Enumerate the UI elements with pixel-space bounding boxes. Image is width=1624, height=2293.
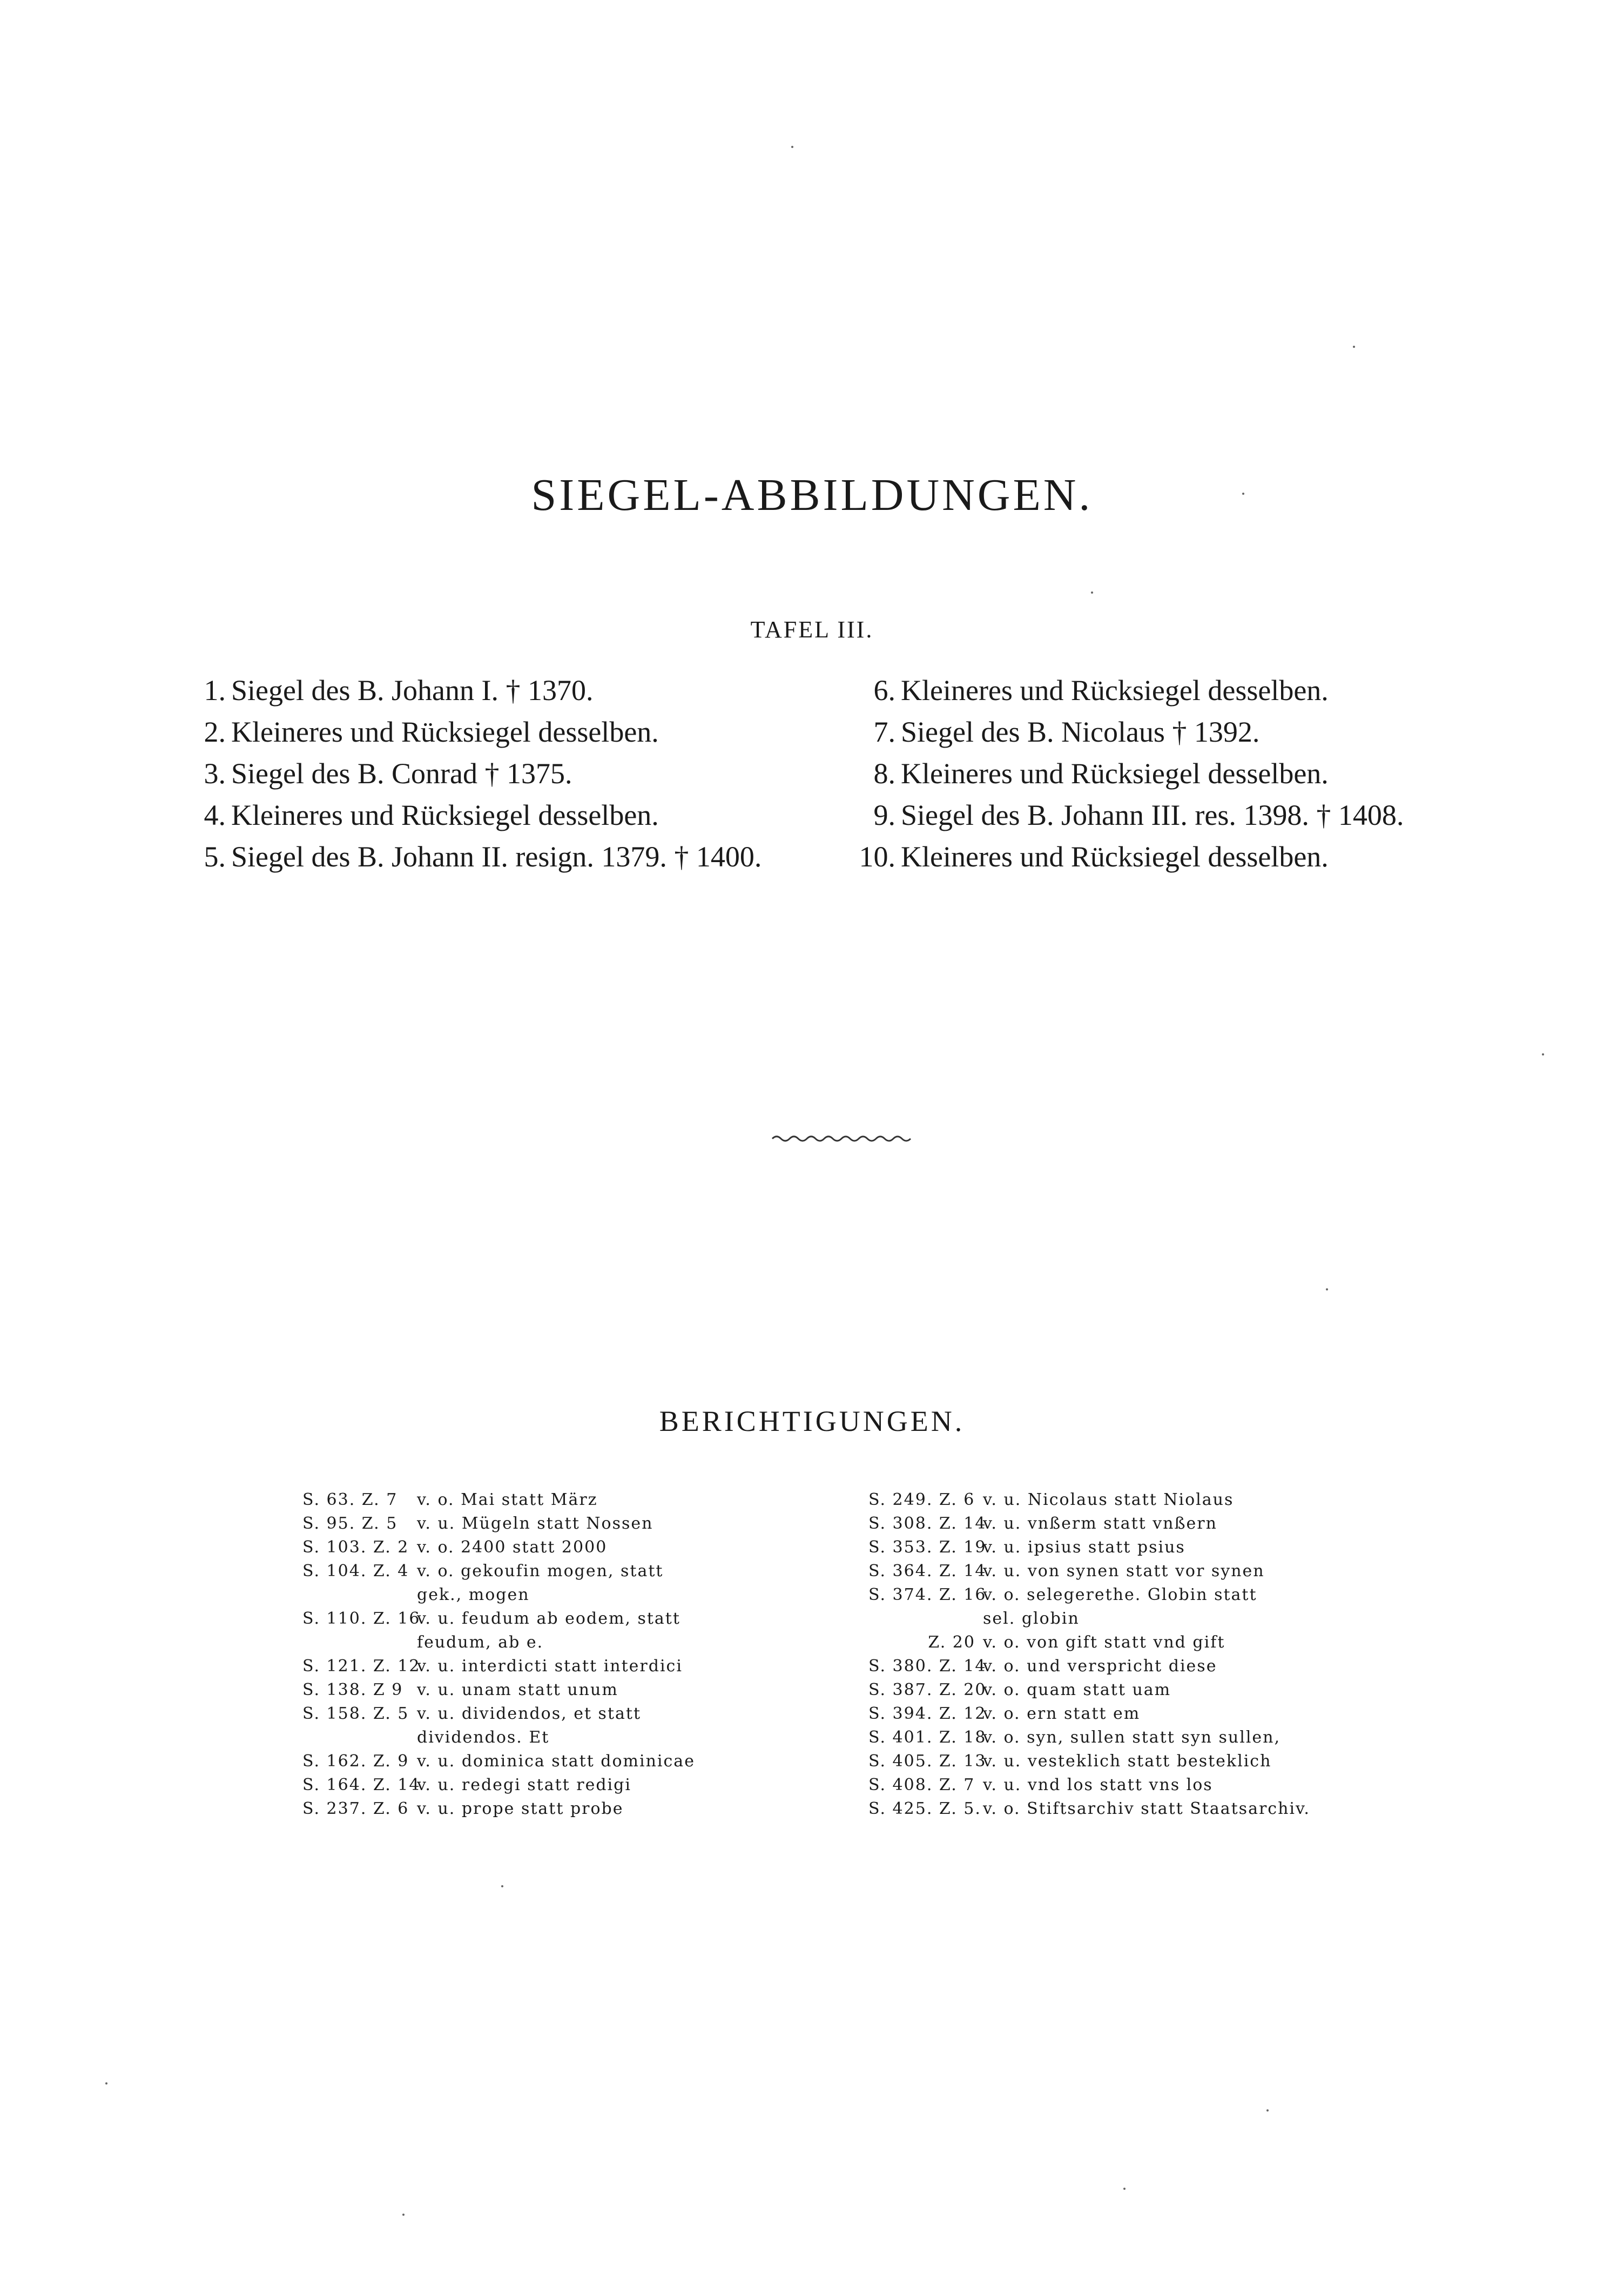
correction-item: [868, 1631, 1310, 1655]
plate-caption: Siegel des B. Johann III. res. 1398. † 1408.: [901, 799, 1404, 831]
correction-item: [302, 1512, 695, 1536]
correction-text: v. u. ipsius statt psius: [983, 1538, 1185, 1557]
correction-reference: S. 405. Z. 13: [868, 1752, 987, 1771]
scan-speck: [105, 2082, 107, 2084]
correction-item: [868, 1797, 1310, 1821]
plate-caption: Kleineres und Rücksiegel desselben.: [231, 716, 659, 748]
correction-item: [302, 1773, 695, 1797]
correction-text: v. o. von gift statt vnd gift: [983, 1633, 1225, 1652]
plate-number: 2.: [204, 716, 226, 748]
correction-item: [302, 1797, 695, 1821]
correction-continuation: dividendos. Et: [417, 1728, 550, 1747]
correction-text: v. o. selegerethe. Globin statt: [983, 1585, 1257, 1604]
correction-item: [868, 1512, 1310, 1536]
plate-item: [853, 795, 1404, 836]
correction-text: v. u. vnd los statt vns los: [983, 1776, 1213, 1794]
correction-text: v. u. unam statt unum: [417, 1680, 618, 1699]
correction-reference: S. 237. Z. 6: [302, 1799, 409, 1818]
correction-reference: S. 308. Z. 14: [868, 1514, 987, 1533]
correction-reference: S. 63. Z. 7: [302, 1490, 398, 1509]
scan-speck: [1353, 346, 1355, 348]
plate-item: [184, 795, 762, 836]
plate-heading: TAFEL III.: [750, 616, 874, 643]
correction-text: v. u. feudum ab eodem, statt: [417, 1609, 680, 1628]
correction-reference: S. 387. Z. 20: [868, 1680, 987, 1699]
correction-reference: S. 95. Z. 5: [302, 1514, 398, 1533]
page-title: SIEGEL-ABBILDUNGEN.: [531, 470, 1093, 520]
correction-text: v. u. dividendos, et statt: [417, 1704, 642, 1723]
correction-continuation: sel. globin: [983, 1609, 1080, 1628]
correction-reference: S. 162. Z. 9: [302, 1752, 409, 1771]
plate-item: [853, 753, 1404, 795]
plate-number: 6.: [873, 674, 895, 707]
correction-item: [868, 1559, 1310, 1583]
scan-speck: [1542, 1053, 1544, 1055]
correction-text: v. o. Stiftsarchiv statt Staatsarchiv.: [983, 1799, 1310, 1818]
correction-reference: S. 408. Z. 7: [868, 1776, 975, 1794]
plate-item: [853, 711, 1404, 753]
correction-item: [868, 1536, 1310, 1559]
wavy-divider: [771, 1133, 912, 1144]
correction-item: [868, 1655, 1310, 1678]
correction-item: [302, 1559, 695, 1583]
plate-number: 1.: [204, 674, 226, 707]
correction-reference: S. 103. Z. 2: [302, 1538, 409, 1557]
correction-text: v. o. syn, sullen statt syn sullen,: [983, 1728, 1281, 1747]
plate-caption: Siegel des B. Johann II. resign. 1379. † 1400.: [231, 840, 762, 873]
correction-text: v. u. dominica statt dominicae: [417, 1752, 695, 1771]
correction-text: v. u. Nicolaus statt Niolaus: [983, 1490, 1234, 1509]
correction-reference: S. 380. Z. 14: [868, 1657, 987, 1676]
correction-item: [868, 1678, 1310, 1702]
correction-text: v. o. 2400 statt 2000: [417, 1538, 608, 1557]
plate-caption: Siegel des B. Johann I. † 1370.: [231, 674, 594, 707]
correction-item: [302, 1488, 695, 1512]
correction-text: v. u. prope statt probe: [417, 1799, 624, 1818]
correction-text: v. u. Mügeln statt Nossen: [417, 1514, 653, 1533]
correction-item: [302, 1750, 695, 1773]
plate-number: 5.: [204, 840, 226, 873]
correction-text: v. o. gekoufin mogen, statt: [417, 1562, 664, 1581]
correction-reference: S. 110. Z. 16: [302, 1609, 421, 1628]
correction-reference: S. 353. Z. 19: [868, 1538, 987, 1557]
plate-number: 7.: [873, 716, 895, 748]
plate-item: [184, 711, 762, 753]
corrections-list-left: [302, 1488, 695, 1821]
correction-reference: S. 394. Z. 12: [868, 1704, 987, 1723]
correction-item: [302, 1655, 695, 1678]
plate-item: [853, 670, 1404, 711]
correction-item: [302, 1536, 695, 1559]
scan-speck: [501, 1885, 503, 1887]
correction-text: v. o. ern statt em: [983, 1704, 1141, 1723]
correction-text: v. u. von synen statt vor synen: [983, 1562, 1265, 1581]
plate-list-left: [184, 670, 762, 878]
plate-number: 10.: [859, 840, 895, 873]
plate-item: [184, 670, 762, 711]
plate-list-right: [853, 670, 1404, 878]
correction-item: [302, 1702, 695, 1726]
scan-speck: [1123, 2188, 1126, 2190]
correction-text: v. u. vnßerm statt vnßern: [983, 1514, 1217, 1533]
plate-caption: Siegel des B. Nicolaus † 1392.: [901, 716, 1260, 748]
plate-number: 3.: [204, 757, 226, 790]
correction-text: v. u. vesteklich statt besteklich: [983, 1752, 1272, 1771]
scan-speck: [791, 146, 793, 148]
correction-item: [868, 1750, 1310, 1773]
correction-text: v. o. quam statt uam: [983, 1680, 1171, 1699]
scan-speck: [1091, 591, 1093, 594]
correction-reference: S. 104. Z. 4: [302, 1562, 409, 1581]
corrections-heading: BERICHTIGUNGEN.: [659, 1405, 965, 1437]
plate-number: 9.: [873, 799, 895, 831]
correction-reference: Z. 20: [928, 1633, 975, 1652]
correction-reference: S. 158. Z. 5: [302, 1704, 409, 1723]
plate-number: 8.: [873, 757, 895, 790]
correction-reference: S. 121. Z. 12: [302, 1657, 421, 1676]
plate-caption: Kleineres und Rücksiegel desselben.: [231, 799, 659, 831]
correction-text: v. o. Mai statt März: [417, 1490, 598, 1509]
scan-speck: [1326, 1288, 1328, 1290]
plate-item: [184, 753, 762, 795]
plate-caption: Siegel des B. Conrad † 1375.: [231, 757, 572, 790]
plate-caption: Kleineres und Rücksiegel desselben.: [901, 757, 1329, 790]
plate-item: [853, 836, 1404, 878]
correction-text: v. u. interdicti statt interdici: [417, 1657, 683, 1676]
corrections-list-right: [868, 1488, 1310, 1821]
correction-reference: S. 138. Z 9: [302, 1680, 403, 1699]
correction-reference: S. 401. Z. 18: [868, 1728, 987, 1747]
correction-item: [868, 1488, 1310, 1512]
correction-reference: S. 425. Z. 5.: [868, 1799, 981, 1818]
correction-item: [868, 1702, 1310, 1726]
correction-text: v. o. und verspricht diese: [983, 1657, 1217, 1676]
correction-item: [868, 1773, 1310, 1797]
correction-item: [302, 1607, 695, 1631]
scan-speck: [1242, 493, 1244, 495]
scan-speck: [1266, 2109, 1269, 2112]
correction-item: [868, 1583, 1310, 1607]
correction-reference: S. 374. Z. 16: [868, 1585, 987, 1604]
plate-number: 4.: [204, 799, 226, 831]
correction-text: v. u. redegi statt redigi: [417, 1776, 631, 1794]
plate-item: [184, 836, 762, 878]
correction-continuation: feudum, ab e.: [417, 1633, 544, 1652]
correction-reference: S. 164. Z. 14: [302, 1776, 421, 1794]
plate-caption: Kleineres und Rücksiegel desselben.: [901, 840, 1329, 873]
plate-caption: Kleineres und Rücksiegel desselben.: [901, 674, 1329, 707]
correction-reference: S. 364. Z. 14: [868, 1562, 987, 1581]
correction-item: [302, 1678, 695, 1702]
correction-continuation: gek., mogen: [417, 1585, 530, 1604]
scan-speck: [402, 2214, 405, 2216]
correction-item: [868, 1726, 1310, 1750]
correction-reference: S. 249. Z. 6: [868, 1490, 975, 1509]
